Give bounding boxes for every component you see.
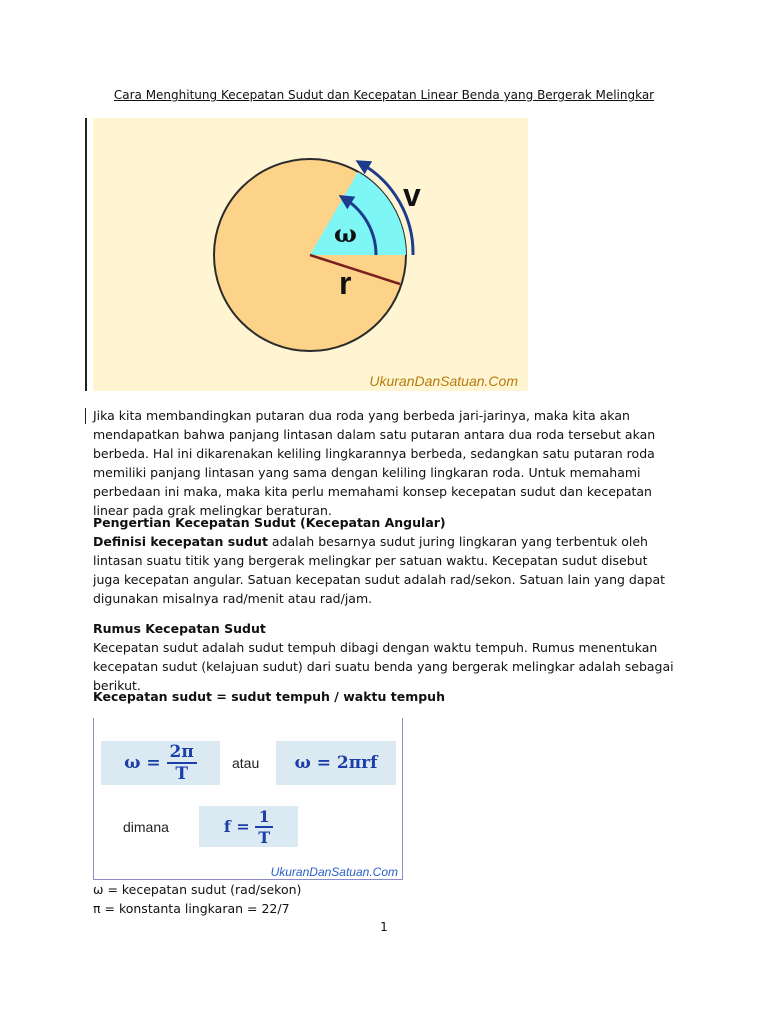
change-bar	[85, 118, 87, 391]
formula-statement: Kecepatan sudut = sudut tempuh / waktu tempuh	[93, 689, 445, 704]
fraction-numerator: 1	[258, 806, 270, 826]
fraction-2pi-over-T	[167, 742, 197, 784]
formula-heading: Rumus Kecepatan Sudut	[93, 621, 266, 636]
formula-frequency-lhs: f =	[223, 817, 250, 836]
symbol-definitions	[93, 880, 301, 918]
atau-label: atau	[232, 755, 260, 771]
diagram-watermark: UkuranDanSatuan.Com	[369, 373, 518, 389]
intro-paragraph: Jika kita membandingkan putaran dua roda yang berbeda jari-jarinya, maka kita akan mendapatkan bahwa panjang lintasan dalam satu putaran antara dua roda tersebut akan berbeda. Hal ini dikarenakan keliling lingkarannya berbeda, sedangkan satu putaran roda memiliki panjang lintasan yang sama dengan keliling lingkaran roda. Untuk memahami perbedaan ini maka, maka kita perlu memahami konsep kecepatan sudut dan kecepatan linear pada grak melingkar beraturan.	[93, 408, 656, 518]
omega-label: ω	[334, 219, 357, 248]
formula-omega-2pirf: ω = 2πrf	[294, 753, 378, 773]
fraction-denominator: T	[167, 762, 197, 784]
formula-omega-frequency	[276, 741, 396, 785]
definition-term: Definisi kecepatan sudut	[93, 534, 268, 549]
formula-frequency	[199, 806, 298, 847]
formula-figure	[93, 718, 403, 880]
formula-section	[93, 619, 678, 695]
page-number: 1	[380, 920, 388, 934]
fraction-denominator: T	[255, 826, 273, 847]
document-title: Cara Menghitung Kecepatan Sudut dan Kecepatan Linear Benda yang Bergerak Melingkar	[113, 88, 655, 102]
change-bar	[85, 408, 86, 424]
fraction-1-over-T	[255, 807, 273, 847]
formula-watermark: UkuranDanSatuan.Com	[270, 865, 398, 879]
definition-omega: ω = kecepatan sudut (rad/sekon)	[93, 882, 302, 897]
velocity-label: v	[403, 177, 421, 213]
dimana-label: dimana	[123, 819, 169, 835]
definition-heading: Pengertian Kecepatan Sudut (Kecepatan Angular)	[93, 515, 446, 530]
fraction-numerator: 2π	[169, 742, 194, 762]
formula-omega-period	[101, 741, 220, 785]
formula-body: Kecepatan sudut adalah sudut tempuh dibagi dengan waktu tempuh. Rumus menentukan kecepatan sudut (kelajuan sudut) dari suatu benda yang bergerak melingkar adalah sebagai berikut.	[93, 640, 674, 693]
formula-omega-lhs: ω =	[124, 753, 161, 773]
definition-section	[93, 513, 678, 608]
angular-velocity-diagram	[93, 118, 528, 391]
radius-label: r	[339, 265, 352, 301]
definition-body: adalah besarnya sudut juring lingkaran yang terbentuk oleh lintasan suatu titik yang bergerak melingkar per satuan waktu. Kecepatan sudut disebut juga kecepatan angular. Satuan kecepatan sudut adalah rad/sekon. Satuan lain yang dapat digunakan misalnya rad/menit atau rad/jam.	[93, 534, 666, 606]
definition-pi: π = konstanta lingkaran = 22/7	[93, 901, 290, 916]
